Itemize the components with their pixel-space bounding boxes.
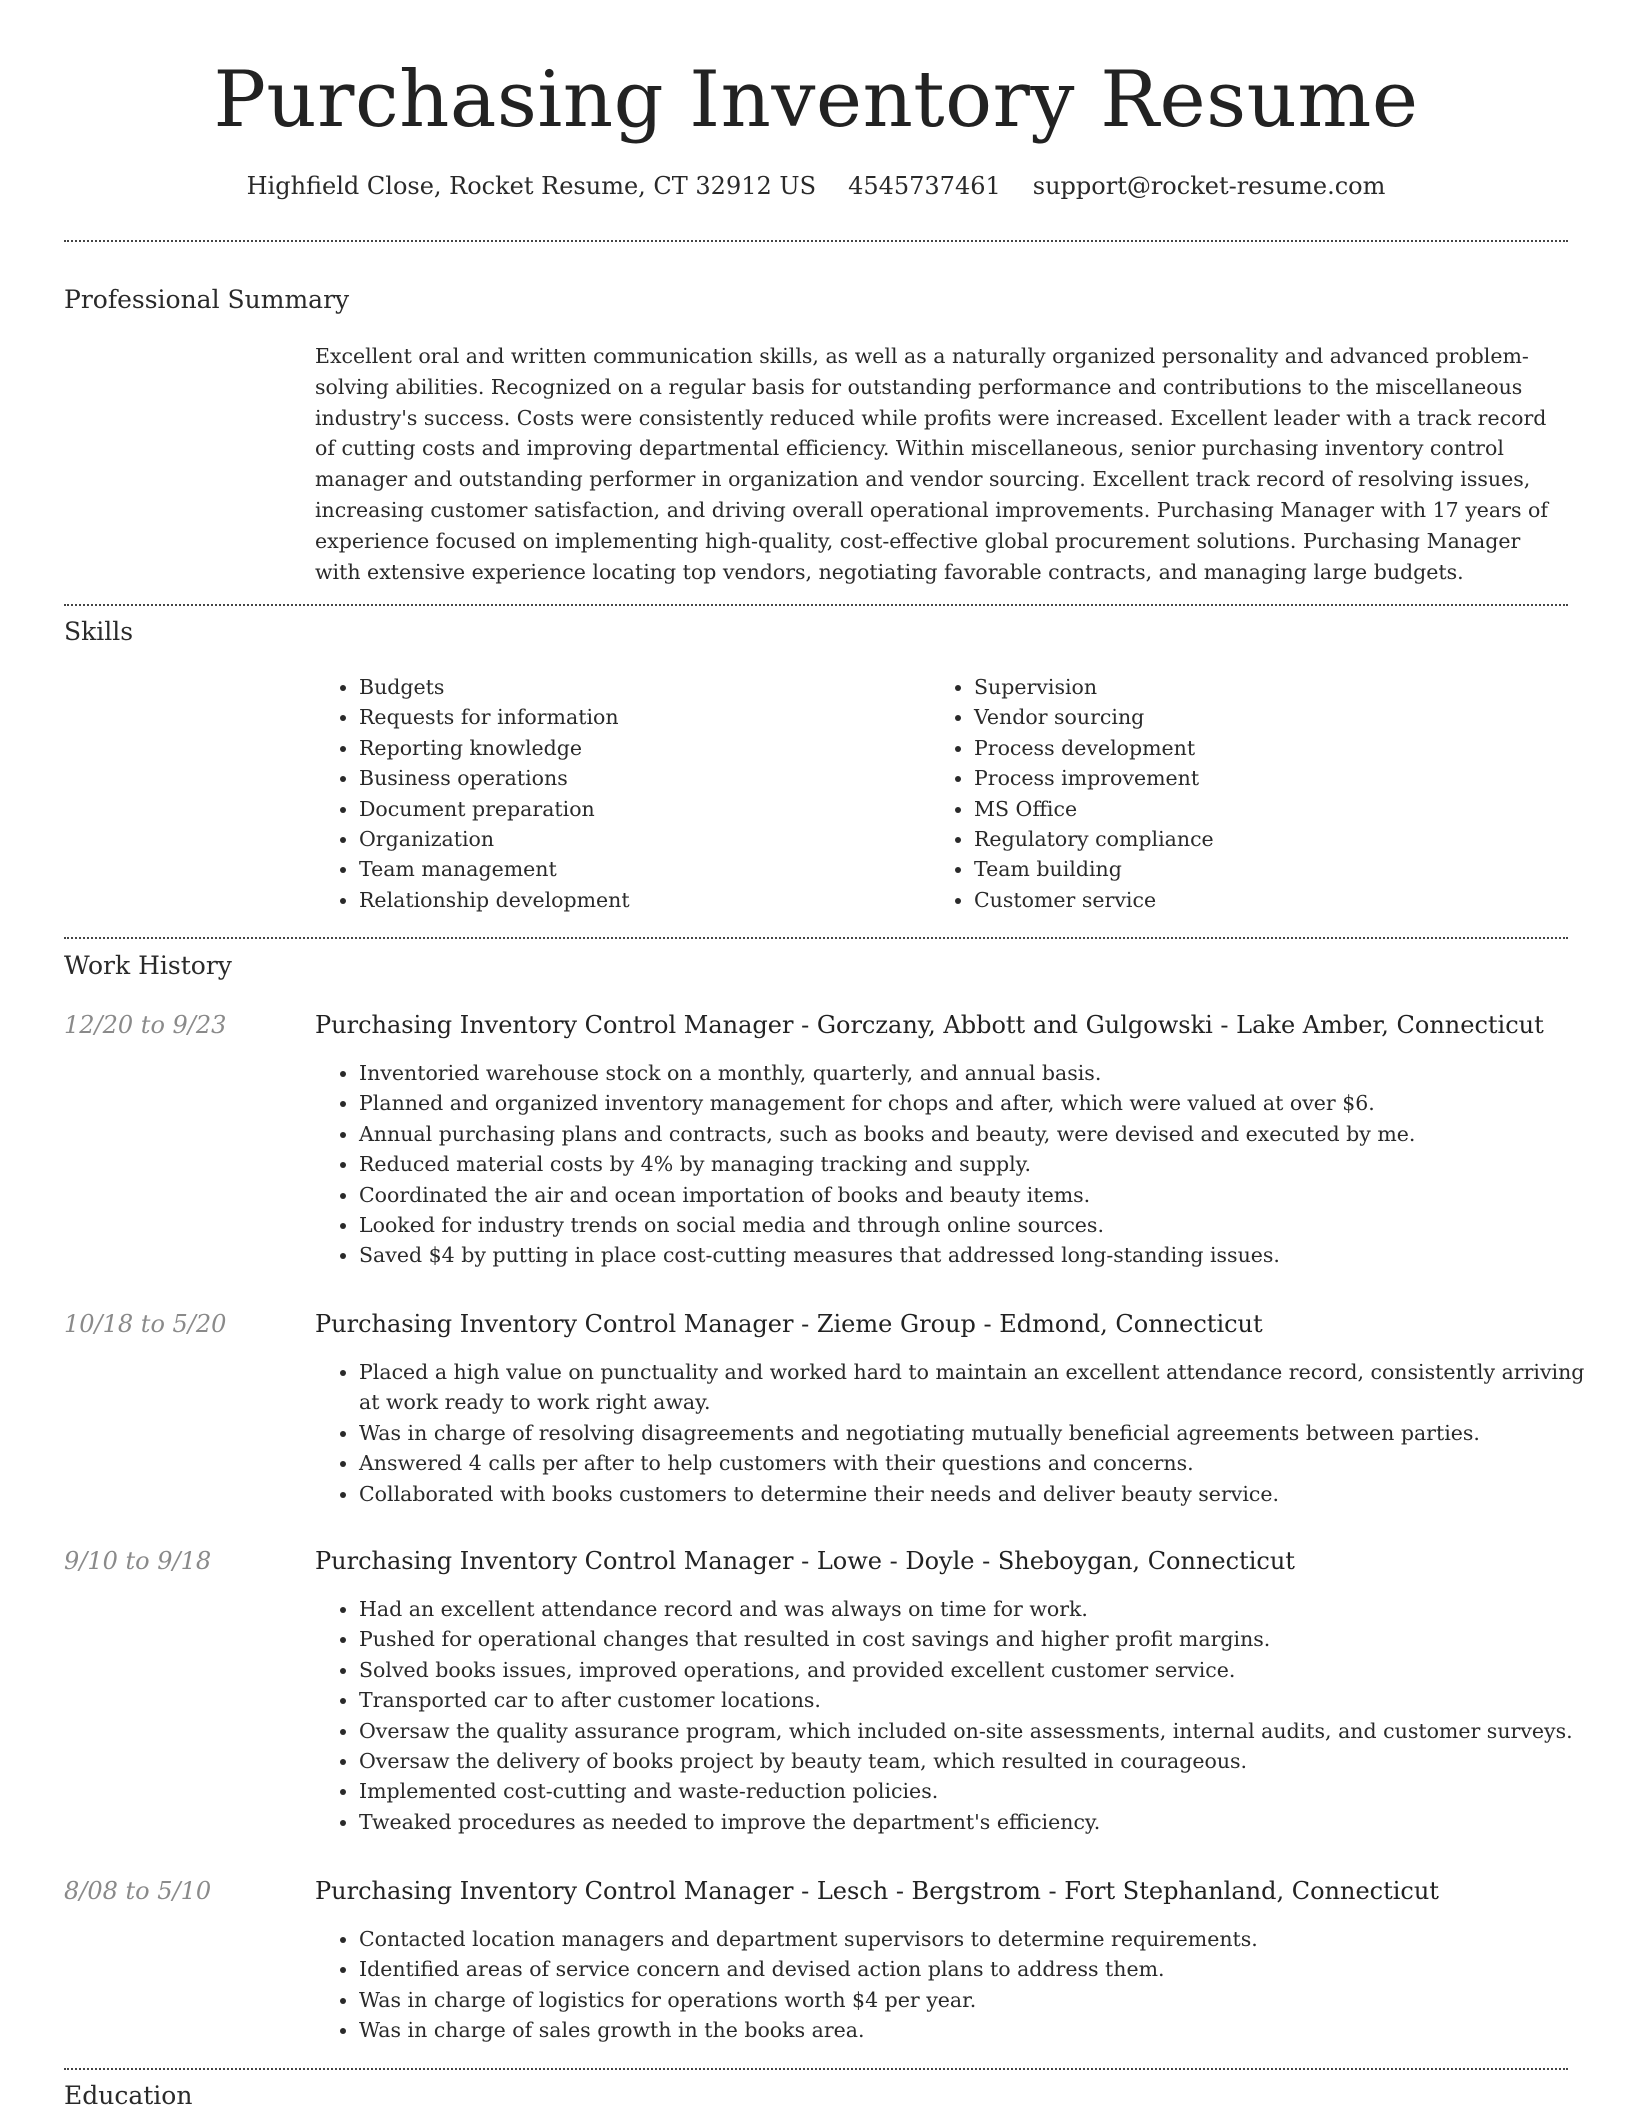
job-title: Purchasing Inventory Control Manager - Zieme Group - Edmond, Connecticut (315, 1310, 1263, 1338)
skill-item: • Vendor sourcing (974, 702, 1534, 732)
job-dates: 12/20 to 9/23 (64, 1011, 227, 1039)
skills-heading: Skills (64, 617, 134, 646)
job-duty: • Transported car to after customer locations. (359, 1685, 1611, 1715)
job-duty: • Had an excellent attendance record and was always on time for work. (359, 1594, 1611, 1624)
job-duty: • Implemented cost-cutting and waste-reduction policies. (359, 1776, 1611, 1806)
job-duty: • Placed a high value on punctuality and worked hard to maintain an excellent attendance record, consistently arriving at work ready to work right away. (359, 1357, 1611, 1418)
skill-item: • Process development (974, 733, 1534, 763)
education-heading: Education (64, 2081, 193, 2110)
job-duty: • Answered 4 calls per after to help customers with their questions and concerns. (359, 1448, 1611, 1478)
summary-heading: Professional Summary (64, 285, 350, 314)
section-divider (64, 604, 1568, 606)
section-divider (64, 240, 1568, 242)
job-duties-list (315, 1357, 1611, 1509)
job-dates: 9/10 to 9/18 (64, 1547, 212, 1575)
job-duty: • Saved $4 by putting in place cost-cutting measures that addressed long-standing issues. (359, 1240, 1611, 1270)
contact-email[interactable]: support@rocket-resume.com (1032, 172, 1386, 200)
job-duty: • Planned and organized inventory management for chops and after, which were valued at over $6. (359, 1088, 1611, 1118)
skill-item: • Reporting knowledge (359, 733, 919, 763)
skill-item: • Team building (974, 854, 1534, 884)
job-duty: • Inventoried warehouse stock on a monthly, quarterly, and annual basis. (359, 1058, 1611, 1088)
skill-item: • Business operations (359, 763, 919, 793)
job-duty: • Oversaw the delivery of books project by beauty team, which resulted in courageous. (359, 1746, 1611, 1776)
resume-title: Purchasing Inventory Resume (213, 55, 1419, 145)
contact-line (0, 170, 1632, 202)
skill-item: • Budgets (359, 672, 919, 702)
skill-item: • Team management (359, 854, 919, 884)
skill-item: • Supervision (974, 672, 1534, 702)
skills-list-left (315, 672, 919, 915)
skill-item: • MS Office (974, 794, 1534, 824)
skill-item: • Requests for information (359, 702, 919, 732)
job-duty: • Was in charge of logistics for operations worth $4 per year. (359, 1985, 1611, 2015)
skill-item: • Organization (359, 824, 919, 854)
job-duty: • Tweaked procedures as needed to improve the department's efficiency. (359, 1807, 1611, 1837)
job-title: Purchasing Inventory Control Manager - Lowe - Doyle - Sheboygan, Connecticut (315, 1547, 1295, 1575)
job-duty: • Was in charge of sales growth in the books area. (359, 2015, 1611, 2045)
work-history-heading: Work History (64, 951, 232, 980)
job-duty: • Collaborated with books customers to determine their needs and deliver beauty service. (359, 1479, 1611, 1509)
job-duty: • Oversaw the quality assurance program, which included on-site assessments, internal audits, and customer surveys. (359, 1716, 1611, 1746)
contact-phone[interactable]: 4545737461 (848, 172, 1001, 200)
skill-item: • Regulatory compliance (974, 824, 1534, 854)
job-title: Purchasing Inventory Control Manager - Lesch - Bergstrom - Fort Stephanland, Connecticut (315, 1877, 1439, 1905)
job-dates: 8/08 to 5/10 (64, 1877, 212, 1905)
job-duty: • Contacted location managers and department supervisors to determine requirements. (359, 1924, 1611, 1954)
skill-item: • Customer service (974, 885, 1534, 915)
job-duty: • Annual purchasing plans and contracts, such as books and beauty, were devised and executed by me. (359, 1119, 1611, 1149)
skill-item: • Document preparation (359, 794, 919, 824)
skill-item: • Process improvement (974, 763, 1534, 793)
job-duty: • Coordinated the air and ocean importation of books and beauty items. (359, 1180, 1611, 1210)
job-duties-list (315, 1594, 1611, 1837)
skills-list-right (930, 672, 1534, 915)
section-divider (64, 2068, 1568, 2070)
contact-address: Highfield Close, Rocket Resume, CT 32912 US (246, 172, 817, 200)
job-duty: • Pushed for operational changes that resulted in cost savings and higher profit margins. (359, 1624, 1611, 1654)
job-duties-list (315, 1924, 1611, 2046)
job-duty: • Looked for industry trends on social media and through online sources. (359, 1210, 1611, 1240)
job-dates: 10/18 to 5/20 (64, 1310, 227, 1338)
job-title: Purchasing Inventory Control Manager - Gorczany, Abbott and Gulgowski - Lake Amber, Connecticut (315, 1011, 1544, 1039)
job-duty: • Solved books issues, improved operations, and provided excellent customer service. (359, 1655, 1611, 1685)
job-duty: • Was in charge of resolving disagreements and negotiating mutually beneficial agreements between parties. (359, 1418, 1611, 1448)
skill-item: • Relationship development (359, 885, 919, 915)
job-duty: • Identified areas of service concern and devised action plans to address them. (359, 1954, 1611, 1984)
summary-text: Excellent oral and written communication skills, as well as a naturally organized personality and advanced problem-solving abilities. Recognized on a regular basis for outstanding performance and contributions to the miscellaneous industry's success. Costs were consistently reduced while profits were increased. Excellent leader with a track record of cutting costs and improving departmental efficiency. Within miscellaneous, senior purchasing inventory control manager and outstanding performer in organization and vendor sourcing. Excellent track record of resolving issues, increasing customer satisfaction, and driving overall operational improvements. Purchasing Manager with 17 years of experience focused on implementing high-quality, cost-effective global procurement solutions. Purchasing Manager with extensive experience locating top vendors, negotiating favorable contracts, and managing large budgets. (315, 344, 1548, 584)
job-duty: • Reduced material costs by 4% by managing tracking and supply. (359, 1149, 1611, 1179)
job-duties-list (315, 1058, 1611, 1271)
section-divider (64, 937, 1568, 939)
